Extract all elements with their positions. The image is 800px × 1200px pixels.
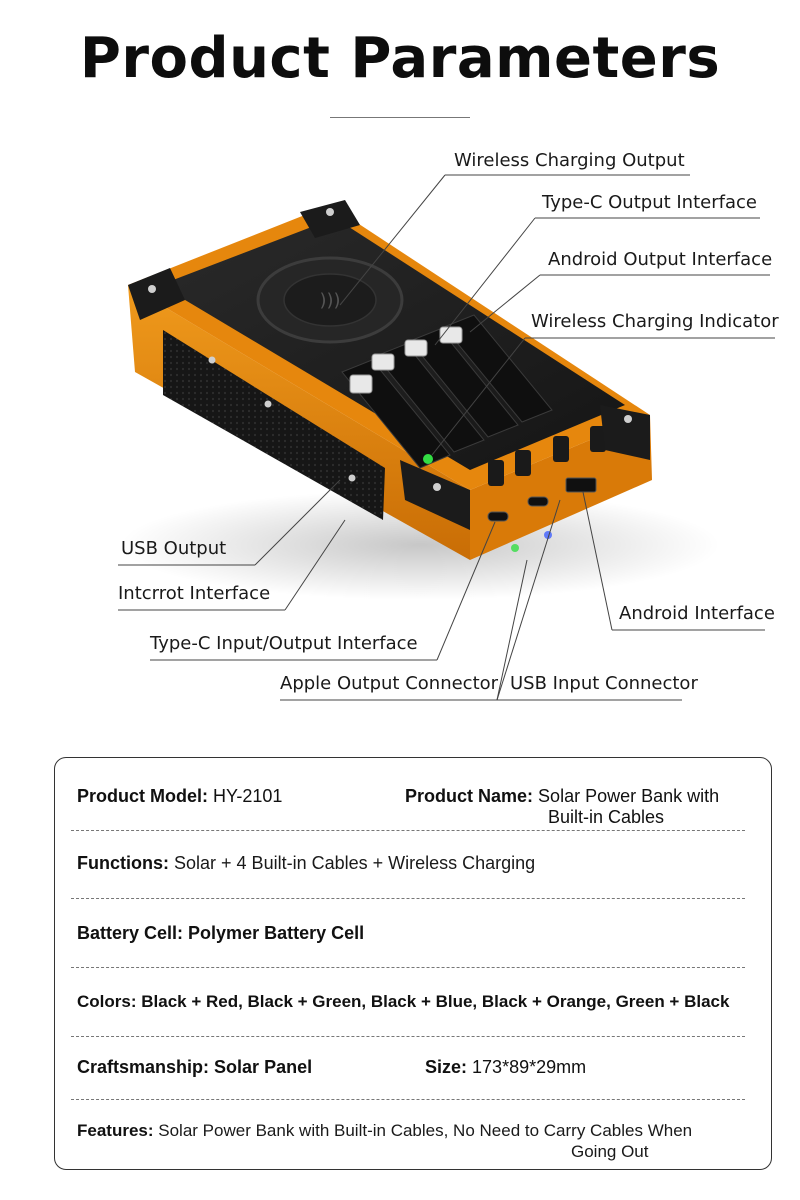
callout-android-output: Android Output Interface	[548, 249, 773, 270]
spec-value: HY-2101	[213, 786, 283, 806]
spec-functions	[77, 853, 749, 874]
wireless-indicator-led	[423, 454, 433, 464]
title-underline	[330, 117, 470, 118]
callout-wireless-indicator: Wireless Charging Indicator	[531, 311, 779, 332]
spec-label: Colors:	[77, 992, 137, 1011]
spec-value: Solar + 4 Built-in Cables + Wireless Charging	[174, 853, 536, 873]
row-divider	[71, 1036, 745, 1037]
callout-type-c-io: Type-C Input/Output Interface	[150, 633, 418, 654]
spec-value: Solar Power Bank with Built-in Cables, No Need to Carry Cables When	[158, 1121, 693, 1140]
spec-label: Battery Cell:	[77, 923, 184, 943]
spec-label: Craftsmanship:	[77, 1057, 210, 1077]
callout-intcrrot-interface: Intcrrot Interface	[118, 583, 271, 604]
spec-value: Going Out	[571, 1142, 649, 1161]
spec-colors	[77, 992, 749, 1012]
callout-usb-output: USB Output	[121, 538, 227, 559]
row-divider	[71, 1099, 745, 1100]
spec-label: Features:	[77, 1121, 154, 1140]
spec-value: 173*89*29mm	[472, 1057, 587, 1077]
callout-usb-input: USB Input Connector	[510, 673, 698, 694]
spec-value: Solar Panel	[214, 1057, 313, 1077]
callout-android-interface: Android Interface	[619, 603, 775, 624]
spec-table	[54, 757, 772, 1170]
spec-label: Functions:	[77, 853, 169, 873]
spec-label: Product Model:	[77, 786, 208, 806]
spec-value: Built-in Cables	[548, 807, 665, 827]
callout-apple-output: Apple Output Connector	[280, 673, 499, 694]
row-divider	[71, 830, 745, 831]
page-title: Product Parameters	[79, 26, 721, 91]
spec-value: Polymer Battery Cell	[188, 923, 365, 943]
row-divider	[71, 967, 745, 968]
spec-size	[425, 1057, 586, 1078]
spec-features	[77, 1120, 749, 1162]
callout-type-c-output: Type-C Output Interface	[542, 192, 757, 213]
spec-product-name	[405, 786, 755, 827]
spec-craftsmanship	[77, 1057, 312, 1078]
spec-label: Product Name:	[405, 786, 534, 806]
spec-value: Solar Power Bank with	[538, 786, 720, 806]
row-divider	[71, 898, 745, 899]
spec-label: Size:	[425, 1057, 468, 1077]
wireless-symbol-icon: )))	[319, 290, 341, 311]
spec-product-model	[77, 786, 282, 807]
indicator-glow-green	[511, 544, 519, 552]
spec-value: Black + Red, Black + Green, Black + Blue, Black + Orange, Green + Black	[141, 992, 730, 1011]
callout-wireless-charging-output: Wireless Charging Output	[454, 150, 685, 171]
spec-battery-cell	[77, 923, 749, 944]
